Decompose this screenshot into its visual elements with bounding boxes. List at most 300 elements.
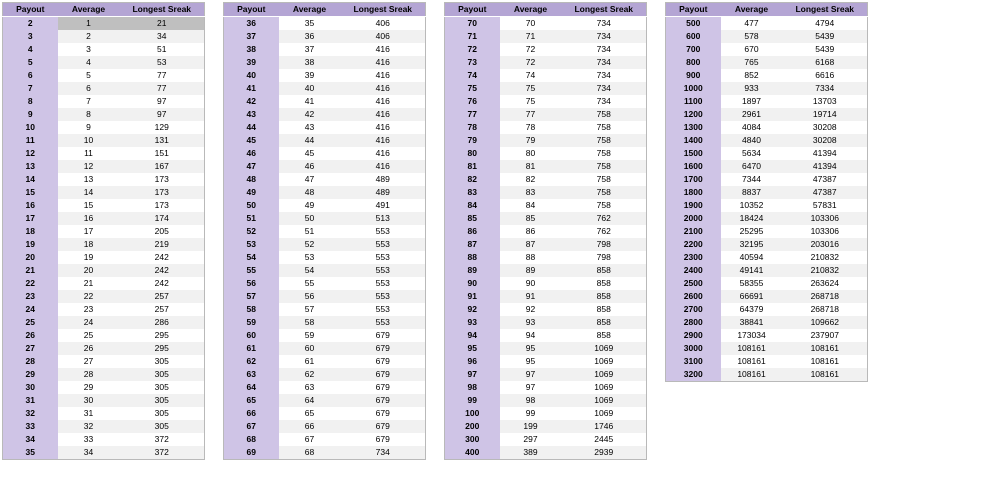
payout-cell: 200 (445, 420, 500, 433)
table-row (445, 82, 647, 95)
average-cell: 84 (500, 199, 562, 212)
payout-cell: 33 (3, 420, 58, 433)
longest-streak-cell: 416 (341, 82, 426, 95)
payout-cell: 30 (3, 381, 58, 394)
longest-streak-cell: 242 (120, 277, 205, 290)
average-cell: 75 (500, 82, 562, 95)
average-cell: 52 (279, 238, 341, 251)
longest-streak-cell: 77 (120, 82, 205, 95)
payout-cell: 59 (224, 316, 279, 329)
table-row (3, 17, 205, 31)
average-cell: 4840 (721, 134, 783, 147)
payout-cell: 2300 (666, 251, 721, 264)
longest-streak-cell: 219 (120, 238, 205, 251)
longest-streak-cell: 237907 (783, 329, 868, 342)
table-row (224, 69, 426, 82)
longest-streak-cell: 173 (120, 186, 205, 199)
table-row (3, 433, 205, 446)
table-row (224, 17, 426, 31)
table-row (224, 43, 426, 56)
longest-streak-cell: 858 (562, 329, 647, 342)
payout-cell: 9 (3, 108, 58, 121)
longest-streak-cell: 553 (341, 264, 426, 277)
longest-streak-cell: 858 (562, 264, 647, 277)
table-row (3, 82, 205, 95)
average-cell: 88 (500, 251, 562, 264)
average-cell: 85 (500, 212, 562, 225)
longest-streak-cell: 2445 (562, 433, 647, 446)
longest-streak-cell: 553 (341, 290, 426, 303)
average-cell: 89 (500, 264, 562, 277)
average-cell: 66 (279, 420, 341, 433)
table-row (3, 69, 205, 82)
longest-streak-cell: 34 (120, 30, 205, 43)
longest-streak-cell: 416 (341, 147, 426, 160)
average-cell: 58 (279, 316, 341, 329)
average-cell: 97 (500, 368, 562, 381)
table-row (666, 355, 868, 368)
average-cell: 33 (58, 433, 120, 446)
longest-streak-cell: 679 (341, 394, 426, 407)
average-cell: 765 (721, 56, 783, 69)
payout-cell: 13 (3, 160, 58, 173)
average-cell: 40 (279, 82, 341, 95)
average-cell: 45 (279, 147, 341, 160)
average-cell: 8837 (721, 186, 783, 199)
payout-table-1 (2, 2, 205, 460)
table-row (445, 134, 647, 147)
payout-cell: 1700 (666, 173, 721, 186)
payout-cell: 5 (3, 56, 58, 69)
payout-cell: 39 (224, 56, 279, 69)
longest-streak-cell: 1069 (562, 355, 647, 368)
longest-streak-cell: 758 (562, 108, 647, 121)
average-cell: 34 (58, 446, 120, 460)
average-cell: 933 (721, 82, 783, 95)
payout-cell: 34 (3, 433, 58, 446)
average-cell: 21 (58, 277, 120, 290)
longest-streak-cell: 210832 (783, 264, 868, 277)
payout-cell: 38 (224, 43, 279, 56)
average-cell: 62 (279, 368, 341, 381)
payout-cell: 93 (445, 316, 500, 329)
average-cell: 81 (500, 160, 562, 173)
payout-cell: 36 (224, 17, 279, 31)
table-row (224, 121, 426, 134)
longest-streak-cell: 21 (120, 17, 205, 31)
average-cell: 42 (279, 108, 341, 121)
longest-streak-cell: 679 (341, 368, 426, 381)
longest-streak-cell: 103306 (783, 225, 868, 238)
average-cell: 9 (58, 121, 120, 134)
longest-streak-cell: 173 (120, 199, 205, 212)
average-cell: 58355 (721, 277, 783, 290)
table-row (445, 251, 647, 264)
longest-streak-cell: 257 (120, 290, 205, 303)
table-row (3, 277, 205, 290)
longest-streak-cell: 174 (120, 212, 205, 225)
payout-cell: 10 (3, 121, 58, 134)
table-row (224, 82, 426, 95)
table-row (445, 381, 647, 394)
column-header: Longest Sreak (783, 3, 868, 17)
table-row (3, 420, 205, 433)
payout-cell: 75 (445, 82, 500, 95)
average-cell: 49 (279, 199, 341, 212)
payout-cell: 44 (224, 121, 279, 134)
table-row (666, 329, 868, 342)
payout-cell: 19 (3, 238, 58, 251)
payout-cell: 68 (224, 433, 279, 446)
average-cell: 11 (58, 147, 120, 160)
table-row (445, 199, 647, 212)
payout-cell: 4 (3, 43, 58, 56)
payout-cell: 20 (3, 251, 58, 264)
table-row (445, 186, 647, 199)
table-row (3, 199, 205, 212)
payout-cell: 47 (224, 160, 279, 173)
payout-cell: 97 (445, 368, 500, 381)
longest-streak-cell: 210832 (783, 251, 868, 264)
table-row (666, 225, 868, 238)
table-row (666, 316, 868, 329)
table-row (445, 290, 647, 303)
table-row (224, 225, 426, 238)
average-cell: 53 (279, 251, 341, 264)
table-row (445, 225, 647, 238)
average-cell: 173034 (721, 329, 783, 342)
payout-cell: 1200 (666, 108, 721, 121)
payout-cell: 55 (224, 264, 279, 277)
table-row (445, 95, 647, 108)
payout-cell: 57 (224, 290, 279, 303)
payout-cell: 100 (445, 407, 500, 420)
longest-streak-cell: 305 (120, 420, 205, 433)
longest-streak-cell: 758 (562, 147, 647, 160)
payout-cell: 41 (224, 82, 279, 95)
table-row (3, 43, 205, 56)
payout-cell: 84 (445, 199, 500, 212)
average-cell: 47 (279, 173, 341, 186)
longest-streak-cell: 1069 (562, 407, 647, 420)
payout-cell: 1500 (666, 147, 721, 160)
average-cell: 97 (500, 381, 562, 394)
longest-streak-cell: 203016 (783, 238, 868, 251)
average-cell: 39 (279, 69, 341, 82)
average-cell: 82 (500, 173, 562, 186)
table-row (224, 160, 426, 173)
table-row (3, 186, 205, 199)
table-row (666, 342, 868, 355)
longest-streak-cell: 553 (341, 251, 426, 264)
longest-streak-cell: 553 (341, 238, 426, 251)
table-row (666, 173, 868, 186)
average-cell: 40594 (721, 251, 783, 264)
table-row (3, 316, 205, 329)
longest-streak-cell: 1069 (562, 342, 647, 355)
table-row (666, 121, 868, 134)
average-cell: 64379 (721, 303, 783, 316)
payout-cell: 17 (3, 212, 58, 225)
payout-cell: 2200 (666, 238, 721, 251)
table-row (445, 407, 647, 420)
payout-cell: 40 (224, 69, 279, 82)
average-cell: 6470 (721, 160, 783, 173)
table-row (224, 264, 426, 277)
column-header: Longest Sreak (120, 3, 205, 17)
payout-cell: 43 (224, 108, 279, 121)
table-row (445, 264, 647, 277)
payout-cell: 1600 (666, 160, 721, 173)
table-row (3, 394, 205, 407)
table-row (3, 251, 205, 264)
longest-streak-cell: 109662 (783, 316, 868, 329)
table-row (224, 238, 426, 251)
table-row (445, 368, 647, 381)
longest-streak-cell: 798 (562, 251, 647, 264)
table-row (666, 277, 868, 290)
average-cell: 43 (279, 121, 341, 134)
column-header: Payout (445, 3, 500, 17)
payout-cell: 28 (3, 355, 58, 368)
column-header: Longest Sreak (341, 3, 426, 17)
table-row (3, 290, 205, 303)
table-row (445, 238, 647, 251)
table-row (224, 277, 426, 290)
longest-streak-cell: 4794 (783, 17, 868, 31)
longest-streak-cell: 416 (341, 43, 426, 56)
table-row (666, 186, 868, 199)
payout-cell: 400 (445, 446, 500, 460)
payout-cell: 49 (224, 186, 279, 199)
longest-streak-cell: 734 (562, 56, 647, 69)
table-row (445, 17, 647, 31)
payout-cell: 23 (3, 290, 58, 303)
table-row (666, 69, 868, 82)
payout-cell: 2900 (666, 329, 721, 342)
average-cell: 38 (279, 56, 341, 69)
longest-streak-cell: 47387 (783, 186, 868, 199)
average-cell: 4 (58, 56, 120, 69)
average-cell: 74 (500, 69, 562, 82)
table-row (445, 420, 647, 433)
payout-cell: 3100 (666, 355, 721, 368)
payout-cell: 26 (3, 329, 58, 342)
longest-streak-cell: 242 (120, 251, 205, 264)
longest-streak-cell: 679 (341, 407, 426, 420)
average-cell: 30 (58, 394, 120, 407)
payout-cell: 600 (666, 30, 721, 43)
payout-cell: 800 (666, 56, 721, 69)
average-cell: 3 (58, 43, 120, 56)
payout-cell: 52 (224, 225, 279, 238)
table-row (224, 355, 426, 368)
table-row (666, 56, 868, 69)
longest-streak-cell: 295 (120, 342, 205, 355)
average-cell: 7344 (721, 173, 783, 186)
payout-cell: 66 (224, 407, 279, 420)
longest-streak-cell: 858 (562, 303, 647, 316)
average-cell: 65 (279, 407, 341, 420)
average-cell: 17 (58, 225, 120, 238)
average-cell: 14 (58, 186, 120, 199)
table-row (224, 95, 426, 108)
payout-cell: 67 (224, 420, 279, 433)
average-cell: 4084 (721, 121, 783, 134)
table-row (3, 108, 205, 121)
average-cell: 2 (58, 30, 120, 43)
longest-streak-cell: 51 (120, 43, 205, 56)
longest-streak-cell: 77 (120, 69, 205, 82)
payout-cell: 54 (224, 251, 279, 264)
table-row (224, 290, 426, 303)
table-row (3, 329, 205, 342)
longest-streak-cell: 1746 (562, 420, 647, 433)
table-row (445, 394, 647, 407)
payout-cell: 50 (224, 199, 279, 212)
payout-cell: 8 (3, 95, 58, 108)
table-row (666, 108, 868, 121)
table-row (3, 30, 205, 43)
table-header-row (445, 3, 647, 17)
longest-streak-cell: 19714 (783, 108, 868, 121)
table-row (445, 433, 647, 446)
longest-streak-cell: 47387 (783, 173, 868, 186)
longest-streak-cell: 553 (341, 303, 426, 316)
table-row (224, 199, 426, 212)
longest-streak-cell: 372 (120, 446, 205, 460)
table-row (224, 212, 426, 225)
payout-cell: 3200 (666, 368, 721, 382)
average-cell: 10352 (721, 199, 783, 212)
payout-cell: 2500 (666, 277, 721, 290)
average-cell: 8 (58, 108, 120, 121)
average-cell: 98 (500, 394, 562, 407)
average-cell: 18 (58, 238, 120, 251)
longest-streak-cell: 406 (341, 30, 426, 43)
average-cell: 13 (58, 173, 120, 186)
table-row (224, 147, 426, 160)
table-row (666, 251, 868, 264)
payout-cell: 90 (445, 277, 500, 290)
table-row (666, 212, 868, 225)
payout-cell: 11 (3, 134, 58, 147)
payout-cell: 83 (445, 186, 500, 199)
average-cell: 95 (500, 355, 562, 368)
longest-streak-cell: 257 (120, 303, 205, 316)
average-cell: 19 (58, 251, 120, 264)
table-row (666, 290, 868, 303)
table-row (224, 446, 426, 460)
longest-streak-cell: 734 (562, 30, 647, 43)
average-cell: 87 (500, 238, 562, 251)
average-cell: 2961 (721, 108, 783, 121)
payout-cell: 2 (3, 17, 58, 31)
payout-cell: 81 (445, 160, 500, 173)
longest-streak-cell: 679 (341, 381, 426, 394)
payout-cell: 12 (3, 147, 58, 160)
table-row (224, 329, 426, 342)
table-row (3, 446, 205, 460)
average-cell: 108161 (721, 368, 783, 382)
average-cell: 31 (58, 407, 120, 420)
table-row (224, 433, 426, 446)
payout-cell: 22 (3, 277, 58, 290)
average-cell: 15 (58, 199, 120, 212)
payout-cell: 1400 (666, 134, 721, 147)
average-cell: 32 (58, 420, 120, 433)
payout-cell: 85 (445, 212, 500, 225)
average-cell: 66691 (721, 290, 783, 303)
longest-streak-cell: 679 (341, 433, 426, 446)
average-cell: 48 (279, 186, 341, 199)
table-row (666, 368, 868, 382)
average-cell: 77 (500, 108, 562, 121)
table-row (666, 160, 868, 173)
average-cell: 199 (500, 420, 562, 433)
table-row (445, 121, 647, 134)
payout-cell: 92 (445, 303, 500, 316)
column-header: Average (500, 3, 562, 17)
payout-cell: 15 (3, 186, 58, 199)
longest-streak-cell: 489 (341, 186, 426, 199)
table-row (445, 160, 647, 173)
average-cell: 36 (279, 30, 341, 43)
average-cell: 67 (279, 433, 341, 446)
average-cell: 94 (500, 329, 562, 342)
payout-cell: 1800 (666, 186, 721, 199)
payout-cell: 1300 (666, 121, 721, 134)
payout-cell: 60 (224, 329, 279, 342)
average-cell: 32195 (721, 238, 783, 251)
table-row (3, 342, 205, 355)
payout-cell: 65 (224, 394, 279, 407)
longest-streak-cell: 416 (341, 56, 426, 69)
payout-table-4 (665, 2, 868, 382)
payout-cell: 63 (224, 368, 279, 381)
payout-cell: 56 (224, 277, 279, 290)
payout-cell: 87 (445, 238, 500, 251)
table-row (445, 355, 647, 368)
longest-streak-cell: 103306 (783, 212, 868, 225)
longest-streak-cell: 734 (341, 446, 426, 460)
table-row (224, 303, 426, 316)
longest-streak-cell: 1069 (562, 381, 647, 394)
average-cell: 389 (500, 446, 562, 460)
average-cell: 95 (500, 342, 562, 355)
table-row (224, 368, 426, 381)
average-cell: 12 (58, 160, 120, 173)
average-cell: 852 (721, 69, 783, 82)
column-header: Average (279, 3, 341, 17)
average-cell: 51 (279, 225, 341, 238)
average-cell: 54 (279, 264, 341, 277)
payout-cell: 76 (445, 95, 500, 108)
table-row (224, 30, 426, 43)
payout-cell: 14 (3, 173, 58, 186)
table-header-row (224, 3, 426, 17)
table-row (224, 186, 426, 199)
payout-cell: 98 (445, 381, 500, 394)
longest-streak-cell: 553 (341, 225, 426, 238)
payout-cell: 16 (3, 199, 58, 212)
table-row (3, 381, 205, 394)
longest-streak-cell: 734 (562, 17, 647, 31)
longest-streak-cell: 762 (562, 212, 647, 225)
average-cell: 91 (500, 290, 562, 303)
column-header: Payout (3, 3, 58, 17)
payout-cell: 53 (224, 238, 279, 251)
